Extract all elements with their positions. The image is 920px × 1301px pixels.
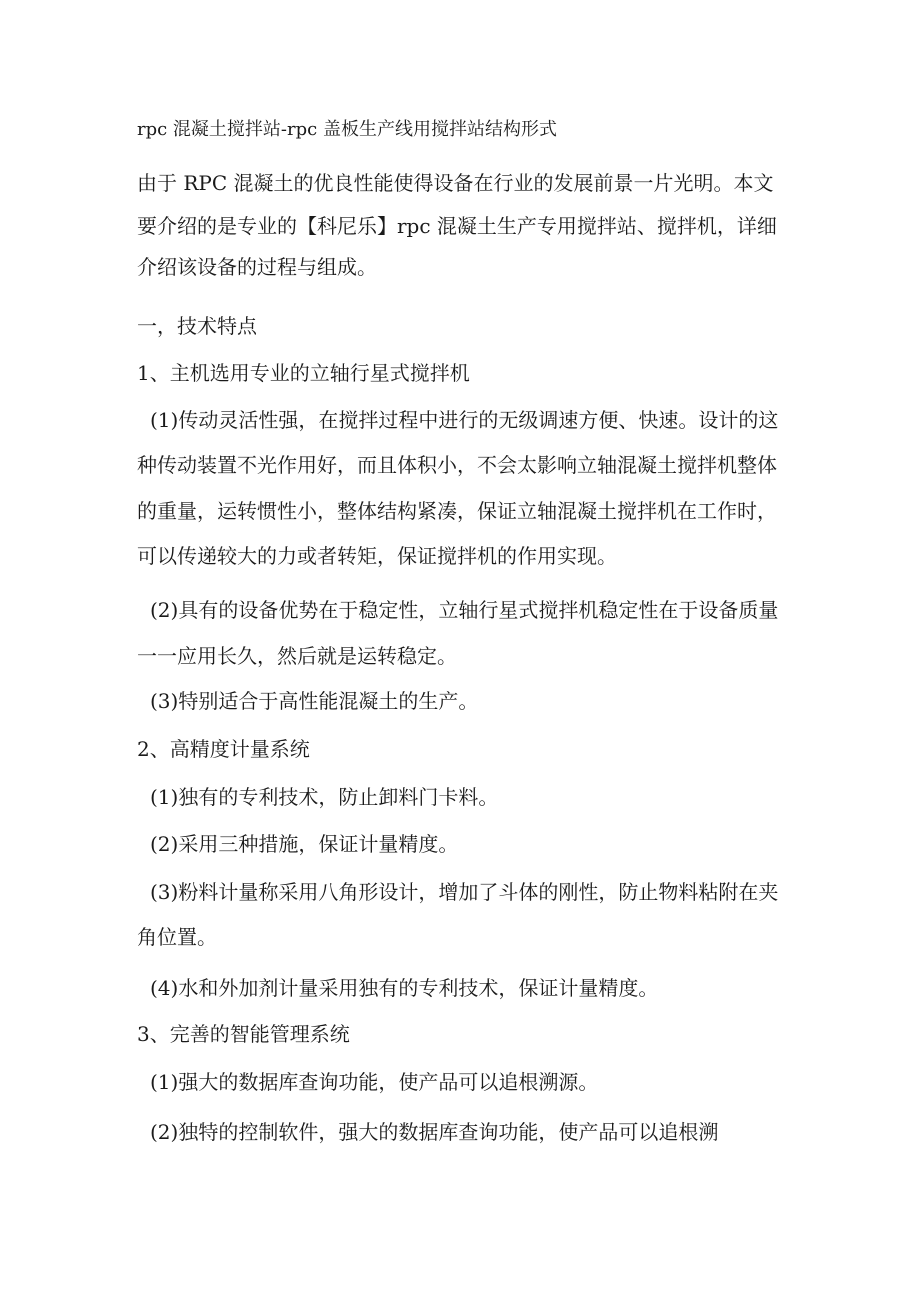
intro-line-3: 介绍该设备的过程与组成。: [137, 255, 377, 279]
s2-p3-line-2: 角位置。: [137, 925, 217, 949]
s1-p3: (3)特别适合于高性能混凝土的生产。: [150, 689, 479, 713]
subsection-heading-3: 3、完善的智能管理系统: [137, 1022, 350, 1046]
intro-line-2: 要介绍的是专业的【科尼乐】rpc 混凝土生产专用搅拌站、搅拌机，详细: [137, 214, 777, 238]
s2-p3-line-1: (3)粉料计量称采用八角形设计，增加了斗体的刚性，防止物料粘附在夹: [150, 880, 779, 904]
s1-p2-line-1: (2)具有的设备优势在于稳定性，立轴行星式搅拌机稳定性在于设备质量: [150, 598, 779, 622]
document-title: rpc 混凝土搅拌站-rpc 盖板生产线用搅拌站结构形式: [137, 119, 557, 140]
section-heading: 一，技术特点: [137, 314, 257, 338]
s1-p2-line-2: 一一应用长久，然后就是运转稳定。: [137, 644, 457, 668]
s2-p2: (2)采用三种措施，保证计量精度。: [150, 832, 459, 856]
s1-p1-line-4: 可以传递较大的力或者转矩，保证搅拌机的作用实现。: [137, 544, 617, 568]
subsection-heading-1: 1、主机选用专业的立轴行星式搅拌机: [137, 361, 470, 385]
s3-p2: (2)独特的控制软件，强大的数据库查询功能，使产品可以追根溯: [150, 1120, 719, 1144]
s3-p1: (1)强大的数据库查询功能，使产品可以追根溯源。: [150, 1070, 599, 1094]
s2-p4: (4)水和外加剂计量采用独有的专利技术，保证计量精度。: [150, 976, 659, 1000]
subsection-heading-2: 2、高精度计量系统: [137, 737, 310, 761]
s1-p1-line-3: 的重量，运转惯性小，整体结构紧凑，保证立轴混凝土搅拌机在工作时，: [137, 499, 777, 523]
s1-p1-line-2: 种传动装置不光作用好，而且体积小，不会太影响立轴混凝土搅拌机整体: [137, 453, 777, 477]
intro-line-1: 由于 RPC 混凝土的优良性能使得设备在行业的发展前景一片光明。本文: [137, 171, 774, 195]
s2-p1: (1)独有的专利技术，防止卸料门卡料。: [150, 785, 499, 809]
s1-p1-line-1: (1)传动灵活性强，在搅拌过程中进行的无级调速方便、快速。设计的这: [150, 408, 779, 432]
